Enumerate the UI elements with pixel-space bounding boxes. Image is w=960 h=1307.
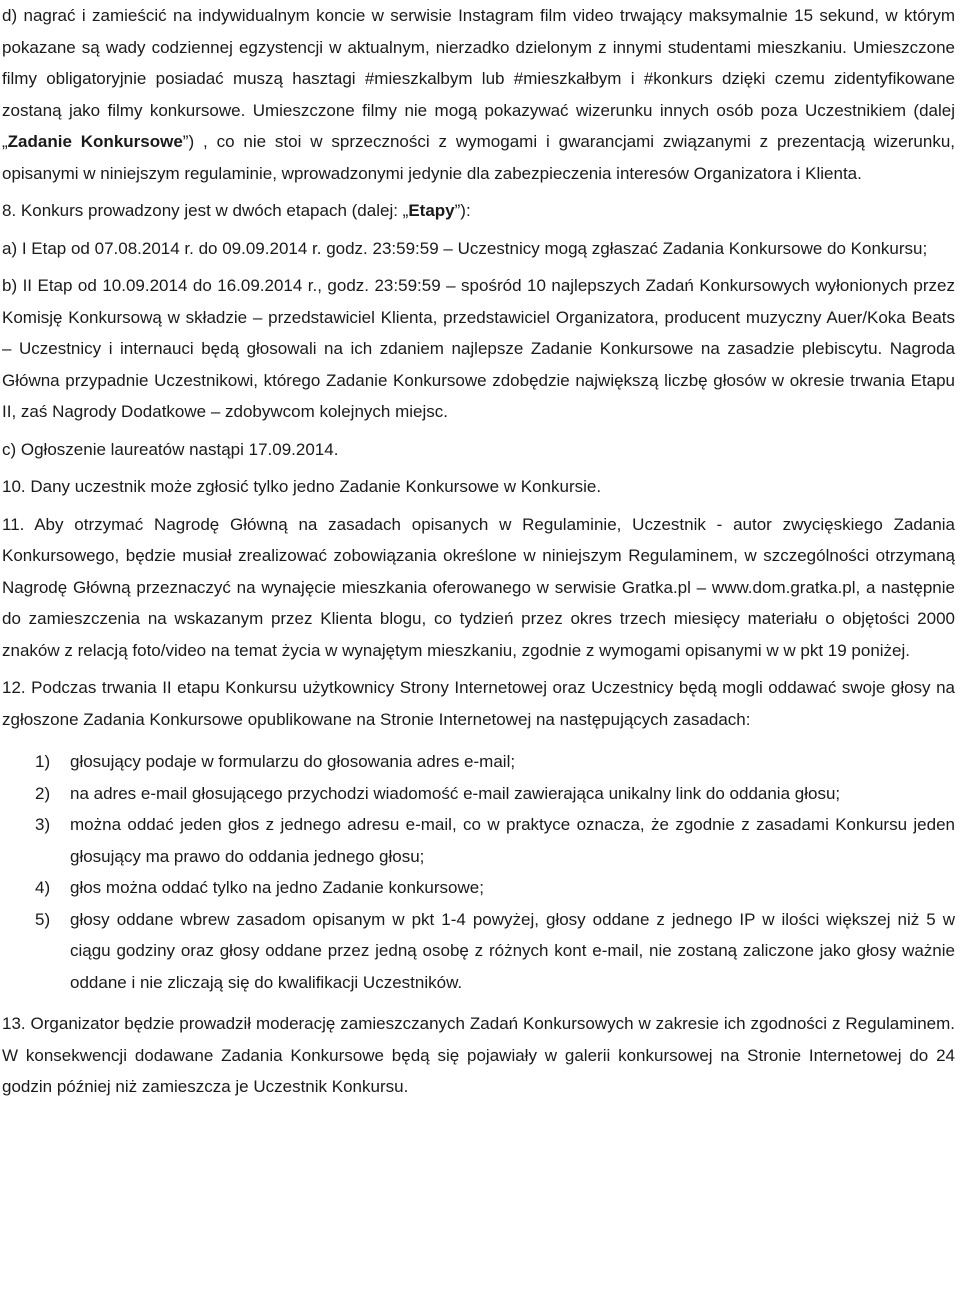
list-item: [2, 746, 955, 778]
paragraph-12: 12. Podczas trwania II etapu Konkursu użytkownicy Strony Internetowej oraz Uczestnicy będą mogli oddawać swoje głosy na zgłoszone Zadania Konkursowe opublikowane na Stronie Internetowej na następujących zasadach:: [2, 678, 955, 729]
paragraph-d-text-2: ”) , co nie stoi w sprzeczności z wymogami i gwarancjami związanymi z prezentacją wizerunku, opisanymi w niniejszym regulaminie, wprowadzonymi jedynie dla zabezpieczenia interesów Organizatora i Klienta.: [2, 132, 955, 183]
paragraph-13: 13. Organizator będzie prowadził moderację zamieszczanych Zadań Konkursowych w zakresie ich zgodności z Regulaminem. W konsekwencji dodawane Zadania Konkursowe będą się pojawiały w galerii konkursowej na Stronie Internetowej do 24 godzin później niż zamieszcza je Uczestnik Konkursu.: [2, 1014, 955, 1096]
paragraph-8-text-2: ”):: [454, 201, 471, 220]
paragraph-b: b) II Etap od 10.09.2014 do 16.09.2014 r., godz. 23:59:59 – spośród 10 najlepszych Zadań Konkursowych wyłonionych przez Komisję Konkursową w składzie – przedstawiciel Klienta, przedstawiciel Organizatora, producent muzyczny Auer/Koka Beats – Uczestnicy i internauci będą głosowali na ich zdaniem najlepsze Zadanie Konkursowe na zasadzie plebiscytu. Nagroda Główna przypadnie Uczestnikowi, którego Zadanie Konkursowe zdobędzie największą liczbę głosów w okresie trwania Etapu II, zaś Nagrody Dodatkowe – zdobywcom kolejnych miejsc.: [2, 276, 955, 421]
list-item-number: 2): [35, 783, 51, 803]
paragraph-8-text-1: 8. Konkurs prowadzony jest w dwóch etapach (dalej: „: [2, 201, 409, 220]
list-item-text: głosujący podaje w formularzu do głosowania adres e-mail;: [70, 752, 516, 771]
list-item-text: na adres e-mail głosującego przychodzi wiadomość e-mail zawierająca unikalny link do oddania głosu;: [70, 783, 841, 803]
list-item-number: 3): [35, 815, 51, 834]
paragraph-11: 11. Aby otrzymać Nagrodę Główną na zasadach opisanych w Regulaminie, Uczestnik - autor zwycięskiego Zadania Konkursowego, będzie musiał zrealizować zobowiązania określone w niniejszym Regulaminem, w szczególności otrzymaną Nagrodę Główną przeznaczyć na wynajęcie mieszkania oferowanego w serwisie Gratka.pl – www.dom.gratka.pl, a następnie do zamieszczenia na wskazanym przez Klienta blogu, co tydzień przez okres trzech miesięcy materiału o objętości 2000 znaków z relacją foto/video na temat życia w wynajętym mieszkaniu, zgodnie z wymogami opisanymi w w pkt 19 poniżej.: [2, 514, 955, 660]
list-item: [2, 778, 955, 810]
list-item: [2, 904, 955, 999]
paragraph-10: 10. Dany uczestnik może zgłosić tylko jedno Zadanie Konkursowe w Konkursie.: [2, 477, 602, 496]
paragraph-8: [2, 195, 955, 227]
paragraph-a: a) I Etap od 07.08.2014 r. do 09.09.2014 r. godz. 23:59:59 – Uczestnicy mogą zgłaszać Zadania Konkursowe do Konkursu;: [2, 238, 928, 258]
paragraph-c: c) Ogłoszenie laureatów nastąpi 17.09.2014.: [2, 439, 339, 459]
list-item-text: można oddać jeden głos z jednego adresu e-mail, co w praktyce oznacza, że zgodnie z zasadami Konkursu jeden głosujący ma prawo do oddania jednego głosu;: [70, 815, 955, 866]
paragraph-d: [2, 0, 955, 189]
list-item-text: głos można oddać tylko na jedno Zadanie konkursowe;: [70, 878, 484, 897]
paragraph-d-text-1: d) nagrać i zamieścić na indywidualnym koncie w serwisie Instagram film video trwający maksymalnie 15 sekund, w którym pokazane są wady codziennej egzystencji w aktualnym, nierzadko dzielonym z innymi studentami mieszkaniu. Umieszczone filmy obligatoryjnie posiadać muszą hasztagi #mieszkalbym lub #mieszkałbym i #konkurs dzięki czemu zidentyfikowane zostaną jako filmy konkursowe. Umieszczone filmy nie mogą pokazywać wizerunku innych osób poza Uczestnikiem (dalej „: [2, 6, 955, 151]
term-etapy: Etapy: [408, 201, 455, 220]
list-item-number: 1): [35, 752, 51, 771]
term-zadanie-konkursowe: Zadanie Konkursowe: [7, 132, 183, 151]
list-item-number: 5): [35, 909, 51, 929]
list-item-number: 4): [35, 878, 51, 897]
list-item: [2, 809, 955, 872]
voting-rules-list: [2, 746, 955, 998]
list-item: [2, 872, 955, 904]
list-item-text: głosy oddane wbrew zasadom opisanym w pkt 1-4 powyżej, głosy oddane z jednego IP w ilości większej niż 5 w ciągu godziny oraz głosy oddane przez jedną osobę z różnych kont e-mail, nie zostaną zaliczone jako głosy ważnie oddane i nie zliczają się do kwalifikacji Uczestników.: [70, 909, 955, 992]
